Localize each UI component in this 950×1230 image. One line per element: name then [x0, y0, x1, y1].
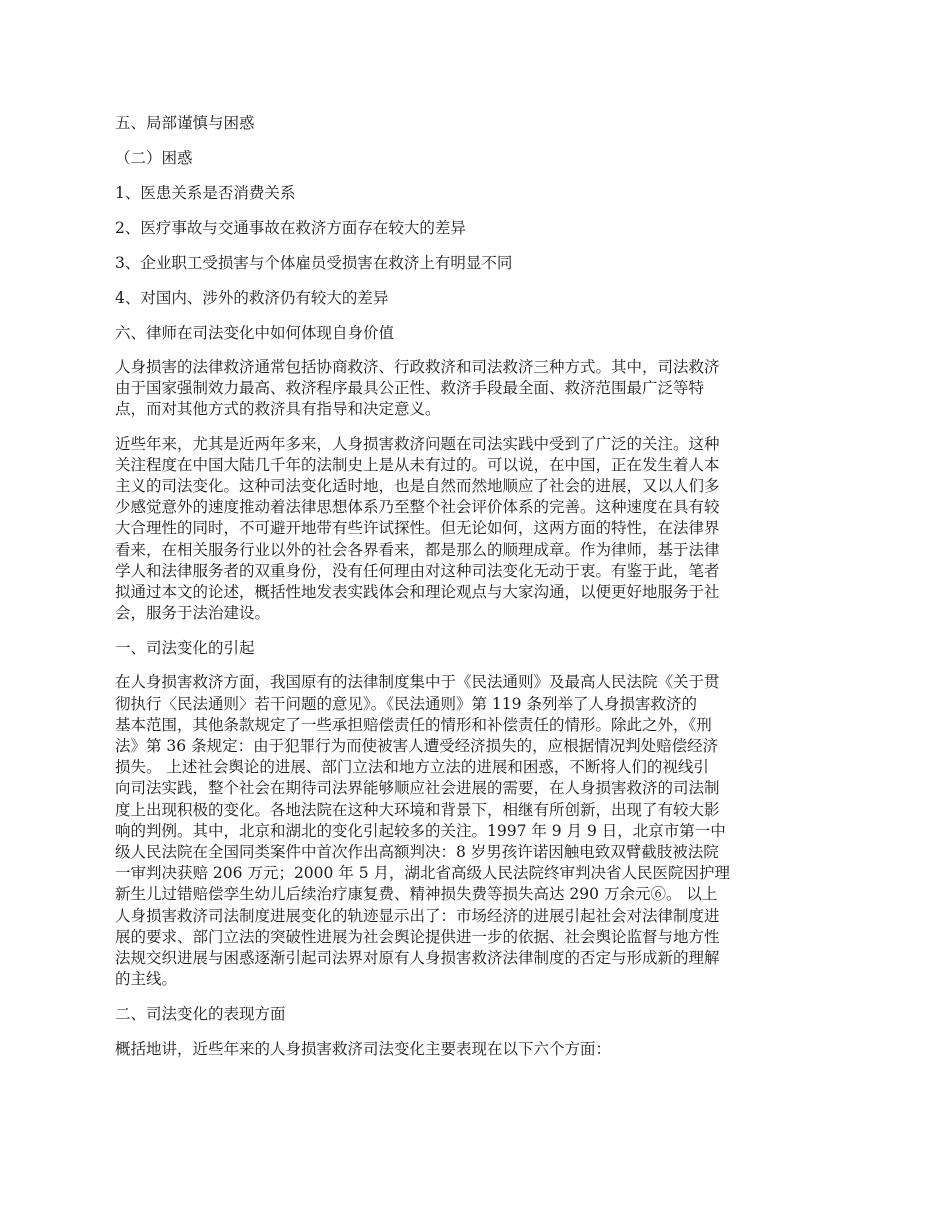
text-line: 看来，在相关服务行业以外的社会各界看来，都是那么的顺理成章。作为律师，基于法律: [115, 540, 720, 559]
text-line: 关注程度在中国大陆几千年的法制史上是从未有过的。可以说，在中国，正在发生着人本: [115, 455, 720, 474]
text-line: 展的要求、部门立法的突破性进展为社会舆论提供进一步的依据、社会舆论监督与地方性: [115, 927, 720, 946]
text-line: 级人民法院在全国同类案件中首次作出高额判决：8 岁男孩许诺因触电致双臂截肢被法院: [115, 843, 719, 862]
text-line: 学人和法律服务者的双重身份，没有任何理由对这种司法变化无动于衷。有鉴于此，笔者: [115, 561, 720, 580]
text-line: 由于国家强制效力最高、救济程序最具公正性、救济手段最全面、救济范围最广泛等特: [115, 379, 705, 398]
text-line: 少感觉意外的速度推动着法律思想体系乃至整个社会评价体系的完善。这种速度在具有较: [115, 498, 720, 517]
document-page: [115, 112, 840, 1073]
text-line: 向司法实践，整个社会在期待司法界能够顺应社会进展的需要，在人身损害救济的司法制: [115, 779, 720, 798]
text-line: 度上出现积极的变化。各地法院在这种大环境和背景下，相继有所创新，出现了有较大影: [115, 800, 720, 819]
text-line: 彻执行〈民法通则〉若干问题的意见》。《民法通则》第 119 条列举了人身损害救济的: [115, 694, 697, 713]
paragraph-3: [115, 672, 840, 990]
text-line: 法》第 36 条规定：由于犯罪行为而使被害人遭受经济损失的，应根据情况判处赔偿经济: [115, 737, 719, 756]
list-item: 2、医疗事故与交通事故在救济方面存在较大的差异: [115, 219, 466, 237]
text-line: 大合理性的同时，不可避开地带有些许试探性。但无论如何，这两方面的特性，在法律界: [115, 519, 720, 538]
section-heading-5: 五、局部谨慎与困惑: [115, 114, 255, 132]
list-item: 3、企业职工受损害与个体雇员受损害在救济上有明显不同: [115, 254, 513, 272]
paragraph-4: 概括地讲，近些年来的人身损害救济司法变化主要表现在以下六个方面：: [115, 1040, 612, 1059]
text-line: 在人身损害救济方面，我国原有的法律制度集中于《民法通则》及最高人民法院《关于贯: [115, 673, 720, 692]
text-line: 会，服务于法治建设。: [115, 604, 271, 623]
text-line: 主义的司法变化。这种司法变化适时地，也是自然而然地顺应了社会的进展，又以人们多: [115, 477, 720, 496]
section-heading-6: 六、律师在司法变化中如何体现自身价值: [115, 324, 395, 342]
text-line: 新生儿过错赔偿孪生幼儿后续治疗康复费、精神损失费等损失高达 290 万余元⑥。 以上: [115, 885, 718, 904]
text-line: 人身损害救济司法制度进展变化的轨迹显示出了：市场经济的进展引起社会对法律制度进: [115, 906, 720, 925]
text-line: 法规交织进展与困惑逐渐引起司法界对原有人身损害救济法律制度的否定与形成新的理解: [115, 949, 720, 968]
text-line: 损失。 上述社会舆论的进展、部门立法和地方立法的进展和困惑，不断将人们的视线引: [115, 758, 709, 777]
text-line: 基本范围，其他条款规定了一些承担赔偿责任的情形和补偿责任的情形。除此之外，《刑: [115, 715, 712, 734]
subsection-heading: （二）困惑: [115, 149, 193, 167]
paragraph-1: [115, 357, 840, 421]
paragraph-2: [115, 434, 840, 625]
list-item: 4、对国内、涉外的救济仍有较大的差异: [115, 289, 389, 307]
text-line: 响的判例。其中，北京和湖北的变化引起较多的关注。1997 年 9 月 9 日，北京市第一中: [115, 821, 726, 840]
list-item: 1、医患关系是否消费关系: [115, 184, 296, 202]
section-heading-2: 二、司法变化的表现方面: [115, 1005, 286, 1024]
text-line: 的主线。: [115, 970, 178, 989]
text-line: 人身损害的法律救济通常包括协商救济、行政救济和司法救济三种方式。其中，司法救济: [115, 358, 720, 376]
text-line: 点，而对其他方式的救济具有指导和决定意义。: [115, 400, 441, 419]
section-heading-1: 一、司法变化的引起: [115, 639, 255, 658]
text-line: 近些年来，尤其是近两年多来，人身损害救济问题在司法实践中受到了广泛的关注。这种: [115, 434, 720, 453]
text-line: 拟通过本文的论述，概括性地发表实践体会和理论观点与大家沟通，以便更好地服务于社: [115, 583, 720, 602]
text-line: 一审判决获赔 206 万元；2000 年 5 月，湖北省高级人民法院终审判决省人民医院因护理: [115, 864, 731, 883]
